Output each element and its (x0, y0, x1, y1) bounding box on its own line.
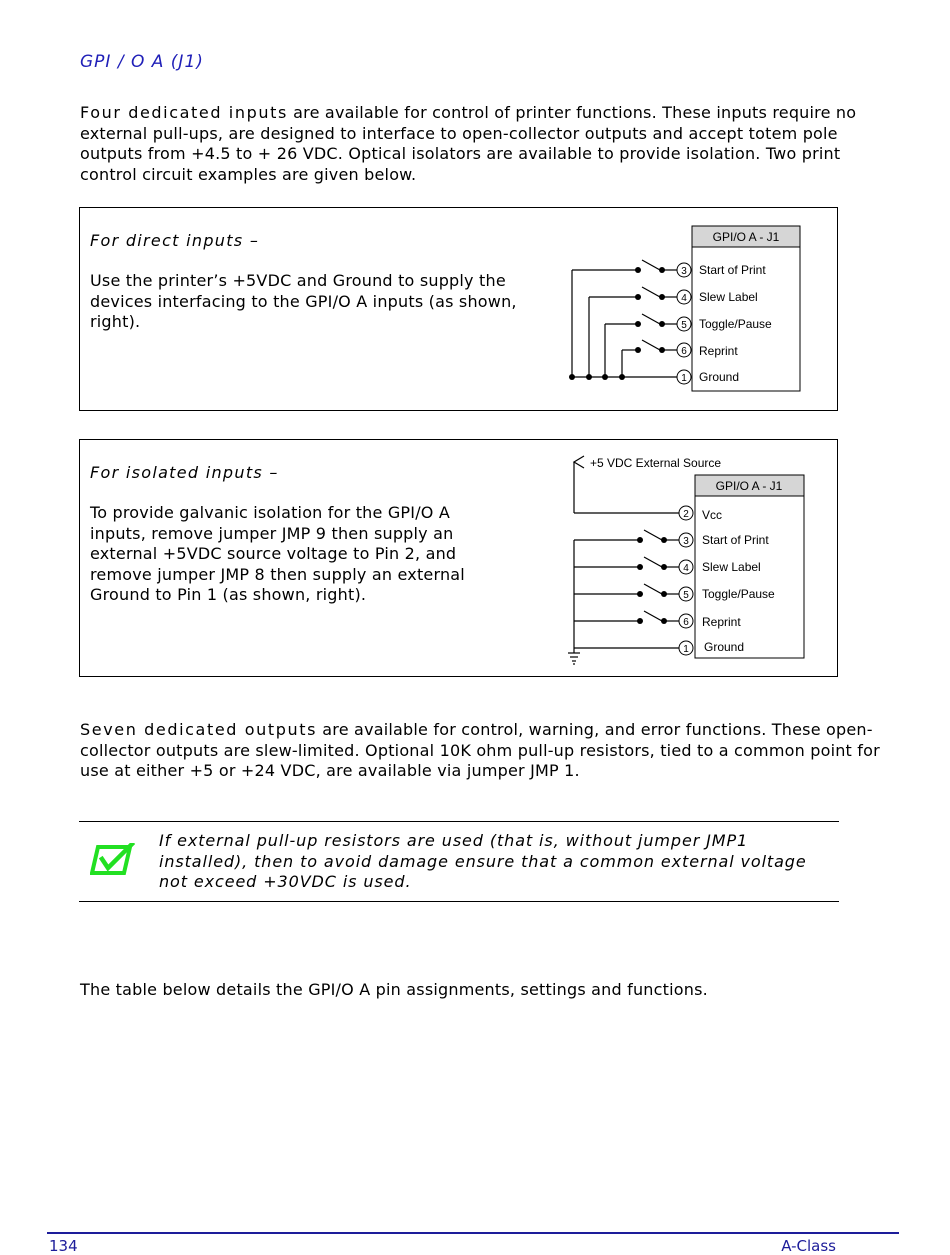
direct-connector-label: GPI/O A - J1 (712, 230, 780, 244)
table-intro: The table below details the GPI/O A pin assignments, settings and functions. (80, 980, 708, 999)
outputs-text: are available for control, warning, and error functions. These open-collector outputs are slew-limited. Optional 10K ohm pull-up resistors, tied to a common point for use at either +5 or +24 VDC, are available via jumper JMP 1. (80, 720, 880, 780)
direct-pin-number: 4 (681, 293, 687, 304)
isolated-pin-number: 3 (683, 536, 689, 547)
section-heading: GPI / O A (J1) (80, 52, 204, 72)
isolated-pin-number: 1 (683, 644, 689, 655)
isolated-pin-label: Reprint (702, 615, 741, 629)
note-top-rule (79, 821, 839, 822)
isolated-pin-label: Slew Label (702, 560, 761, 574)
direct-pin-label: Start of Print (699, 263, 766, 277)
isolated-pin-label: Ground (704, 640, 745, 654)
isolated-pin-label: Start of Print (702, 533, 769, 547)
intro-lead: Four dedicated inputs (80, 103, 288, 122)
outputs-lead: Seven dedicated outputs (80, 720, 318, 739)
isolated-inputs-box (79, 439, 838, 677)
isolated-inputs-title: For isolated inputs – (90, 463, 279, 482)
direct-pin-label: Toggle/Pause (699, 317, 772, 331)
footer-product: A-Class (781, 1237, 836, 1255)
intro-paragraph (80, 103, 892, 185)
direct-pin-number: 1 (681, 373, 687, 384)
external-source-label: +5 VDC External Source (590, 456, 722, 470)
direct-pin-label: Ground (699, 370, 740, 384)
footer-rule (47, 1232, 899, 1234)
direct-pin-number: 6 (681, 346, 687, 357)
isolated-pin-number: 4 (683, 563, 689, 574)
direct-inputs-box (79, 207, 838, 411)
isolated-pin-number: 2 (683, 509, 689, 520)
isolated-pin-number: 6 (683, 617, 689, 628)
outputs-paragraph (80, 720, 892, 782)
note-text: If external pull-up resistors are used (that is, without jumper JMP1 installed), then to avoid damage ensure that a common external voltage not exceed +30VDC is used. (159, 831, 807, 891)
isolated-connector-label: GPI/O A - J1 (715, 479, 783, 493)
isolated-pin-number: 5 (683, 590, 689, 601)
direct-inputs-text: Use the printer’s +5VDC and Ground to supply the devices interfacing to the GPI/O A inputs (as shown, right). (90, 271, 517, 331)
page-number: 134 (49, 1237, 78, 1255)
direct-inputs-diagram (80, 208, 837, 410)
direct-pin-label: Slew Label (699, 290, 758, 304)
check-box-icon (90, 843, 136, 877)
isolated-pin-label: Toggle/Pause (702, 587, 775, 601)
direct-pin-label: Reprint (699, 344, 738, 358)
direct-inputs-title: For direct inputs – (90, 231, 260, 250)
isolated-pin-label: Vcc (702, 508, 723, 522)
isolated-inputs-text: To provide galvanic isolation for the GPI/O A inputs, remove jumper JMP 9 then supply an external +5VDC source voltage to Pin 2, and remove jumper JMP 8 then supply an external Ground to Pin 1 (as shown, right). (90, 503, 465, 604)
isolated-inputs-diagram (80, 440, 837, 676)
direct-pin-number: 3 (681, 266, 687, 277)
note-bottom-rule (79, 901, 839, 902)
direct-pin-number: 5 (681, 320, 687, 331)
intro-text: are available for control of printer functions. These inputs require no external pull-ups, are designed to interface to open-collector outputs and accept totem pole outputs from +4.5 to + 26 VDC. Optical isolators are available to provide isolation. Two print control circuit examples are given below. (80, 103, 857, 184)
